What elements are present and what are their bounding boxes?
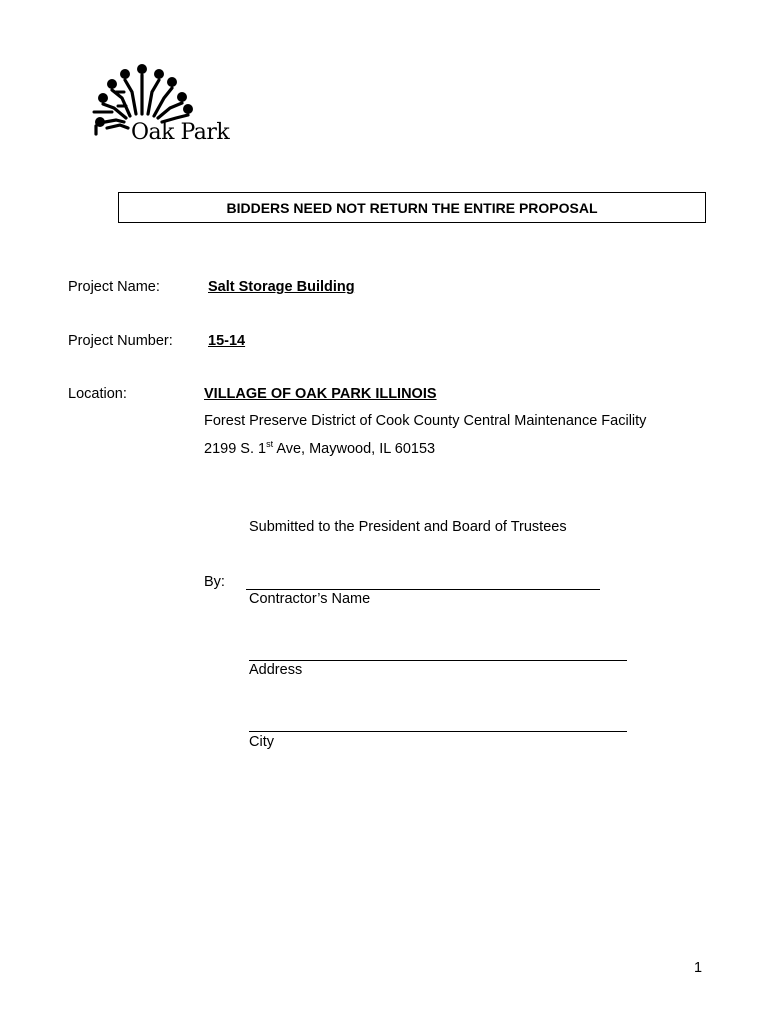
location-line-2: [204, 439, 435, 457]
project-name-value: Salt Storage Building: [208, 279, 355, 295]
location-label: Location:: [68, 386, 127, 402]
city-line[interactable]: [249, 731, 627, 732]
page-number: 1: [694, 960, 703, 976]
notice-text: BIDDERS NEED NOT RETURN THE ENTIRE PROPOSAL: [226, 199, 598, 216]
address-prefix: 2199 S. 1: [204, 440, 267, 457]
oak-park-wordmark: Oak Park: [131, 120, 230, 145]
project-number-value: 15-14: [208, 333, 246, 349]
address-suffix: Ave, Maywood, IL 60153: [273, 440, 436, 457]
city-label: City: [249, 734, 274, 750]
address-label: Address: [249, 662, 303, 678]
contractor-name-line[interactable]: [246, 589, 600, 590]
project-name-label: Project Name:: [68, 279, 160, 295]
location-value: VILLAGE OF OAK PARK ILLINOIS: [204, 386, 437, 402]
address-line[interactable]: [249, 660, 627, 661]
proposal-notice-box: [118, 192, 706, 223]
submitted-statement: Submitted to the President and Board of Trustees: [249, 519, 567, 535]
contractor-name-label: Contractor’s Name: [249, 591, 371, 607]
by-label: By:: [204, 574, 225, 590]
address-superscript: st: [266, 439, 274, 449]
location-line-1: Forest Preserve District of Cook County Central Maintenance Facility: [204, 413, 647, 429]
project-number-label: Project Number:: [68, 333, 173, 349]
